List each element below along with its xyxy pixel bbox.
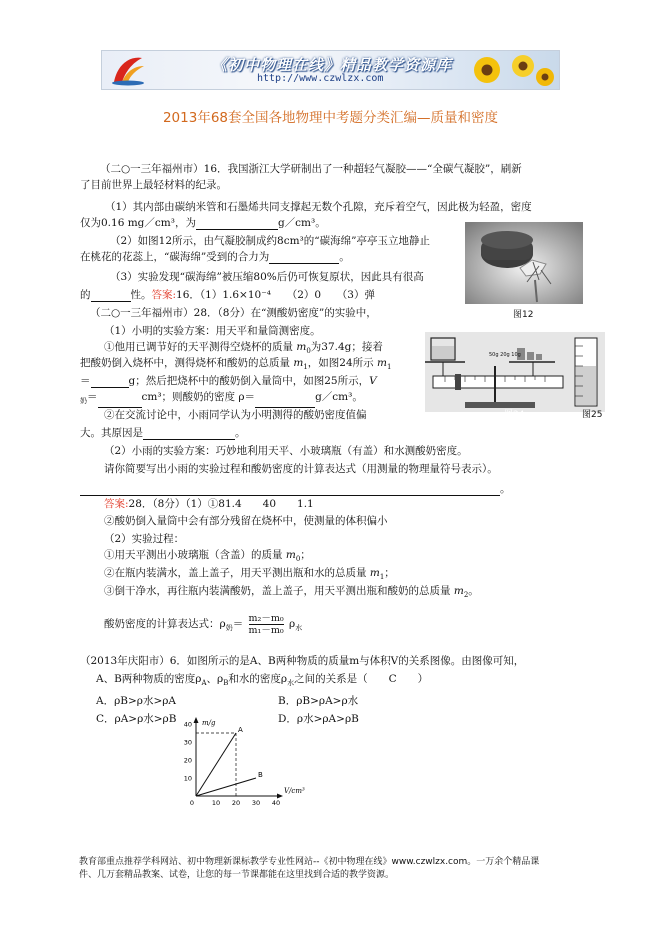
figure-24-caption: 图24 [504, 410, 525, 420]
q2-answer-line5: ②在瓶内装满水，盖上盖子，用天平测出瓶和水的总质量 $m_1$； [104, 567, 395, 582]
answer-blank [98, 396, 142, 408]
q1-line4: 仅为0.16 mg／cm³，为 g／cm³。 [80, 217, 326, 229]
site-logo-icon [108, 54, 148, 86]
q1-line8: 的 性。答案:16．（1）1.6×10⁻⁴ （2）0 （3）弹 [80, 289, 375, 301]
q2-line7: ②在交流讨论中，小雨同学认为小明测得的酸奶密度值偏 [104, 409, 367, 421]
series-line-a [196, 733, 236, 796]
q3-option-a: A．ρB>ρ水>ρA [96, 695, 176, 707]
weights-labels: 50g 20g 10g [489, 352, 521, 358]
x-tick-label: 20 [231, 799, 241, 807]
figure-12-photo [465, 222, 583, 304]
sunflower-icon [465, 53, 555, 87]
q2-line10: 请你简要写出小雨的实验过程和酸奶密度的计算表达式（用测量的物理量符号表示）。 [104, 463, 498, 475]
footer-line2: 件、几万套精品教案、试卷，让您的每一节课都能在这里找到合适的教学资源。 [79, 870, 395, 880]
figure-12-caption: 图12 [513, 310, 534, 320]
q2-answer-blank-line: 。 [80, 482, 511, 496]
page-footer [79, 856, 599, 882]
answer-blank [80, 484, 500, 496]
graph-y-label: m/g [202, 719, 216, 727]
banner-title: 《初中物理在线》精品教学资源库 [212, 56, 453, 74]
site-banner [101, 50, 560, 90]
q3-option-b: B．ρB>ρA>ρ水 [278, 695, 359, 707]
q2-line5: ＝ g；然后把烧杯中的酸奶倒入量筒中，如图25所示，V [80, 375, 377, 387]
q2-answer-line4: ①用天平测出小玻璃瓶（含盖）的质量 $m_0$； [104, 549, 311, 564]
q2-line1: （二○一三年福州市）28．（8分）在“测酸奶密度”的实验中， [90, 307, 377, 319]
q2-line3: ①他用已调节好的天平测得空烧杯的质量 $m_0$为37.4g；接着 [104, 341, 383, 356]
q3-option-c: C．ρA>ρ水>ρB [96, 713, 177, 725]
q2-line4: 把酸奶倒入烧杯中，测得烧杯和酸奶的总质量 $m_1$，如图24所示 $m_1$ [80, 357, 392, 372]
y-axis-arrow [194, 717, 199, 723]
document-title: 2013年68套全国各地物理中考题分类汇编—质量和密度 [162, 110, 499, 126]
answer-blank [143, 428, 235, 440]
q1-line3: （1）其内部由碳纳米管和石墨烯共同支撑起无数个孔隙，充斥着空气，因此极为轻盈，密度 [105, 201, 532, 213]
x-tick-label: 30 [251, 799, 261, 807]
q2-answer-formula: 酸奶密度的计算表达式：$\rho_奶=$ $\frac{\text{m₂－m₀}}{\text{m₁－m₀}}$ $\rho_水$ [104, 612, 303, 636]
q2-answer-line3: （2）实验过程： [104, 533, 185, 545]
answer-blank [255, 396, 315, 408]
q2-line9: （2）小雨的实验方案：巧妙地利用天平、小玻璃瓶（有盖）和水测酸奶密度。 [104, 445, 468, 457]
mass-volume-graph [176, 716, 316, 808]
graph-x-label: V/cm³ [284, 787, 305, 795]
y-tick-label: 30 [183, 738, 192, 747]
balance-scale-icon [425, 332, 605, 412]
q1-line6: 在桃花的花蕊上，“碳海绵”受到的合力为 。 [80, 251, 350, 263]
y-tick-label: 20 [183, 756, 192, 765]
q2-answer-line1: 答案:28．（8分）（1）①81.4 40 1.1 [104, 498, 314, 510]
q3-line1: （2013年庆阳市）6．如图所示的是A、B两种物质的质量m与体积V的关系图像。由图像可知， [80, 655, 525, 667]
banner-url[interactable]: http://www.czwlzx.com [257, 73, 384, 84]
q1-line2: 了目前世界上最轻材料的纪录。 [80, 179, 227, 191]
q2-answer-line2: ②酸奶倒入量筒中会有部分残留在烧杯中，使测量的体积偏小 [104, 515, 388, 527]
q2-line2: （1）小明的实验方案：用天平和量筒测密度。 [104, 325, 321, 337]
x-axis-arrow [277, 794, 283, 799]
x-tick-label: 10 [211, 799, 221, 807]
y-tick-label: 10 [183, 774, 192, 783]
q1-line1: （二○一三年福州市）16．我国浙江大学研制出了一种超轻气凝胶——“全碳气凝胶”，刷新 [100, 163, 522, 175]
figure-24-balance [425, 332, 605, 412]
answer-blank [196, 218, 278, 230]
q1-line7: （3）实验发现“碳海绵”被压缩80%后仍可恢复原状，因此具有很高 [110, 271, 424, 283]
x-tick-label: 40 [271, 799, 281, 807]
x-tick-label: 0 [189, 799, 195, 807]
q2-line8: 大。其原因是 。 [80, 427, 246, 439]
series-line-b [196, 778, 256, 796]
density-fraction: $\frac{\text{m₂－m₀}}{\text{m₁－m₀}}$ [248, 612, 284, 636]
carbon-sponge-on-flower-icon [465, 222, 583, 304]
series-label-b: B [258, 771, 263, 779]
answer-blank [269, 252, 339, 264]
figure-25-caption: 图25 [582, 410, 603, 420]
answer-blank [91, 290, 131, 302]
series-label-a: A [238, 726, 243, 734]
y-tick-label: 40 [183, 720, 192, 729]
q3-option-d: D．ρ水>ρA>ρB [278, 713, 359, 725]
q3-line2: A、B两种物质的密度$\rho_A$、$\rho_B$和水的密度$\rho_水$之间的关系是（ C ） [96, 673, 429, 688]
q2-answer-line6: ③倒干净水，再往瓶内装满酸奶，盖上盖子，用天平测出瓶和酸奶的总质量 $m_2$。 [104, 585, 479, 600]
answer-blank [91, 376, 129, 388]
footer-line1: 教育部重点推荐学科网站、初中物理新课标教学专业性网站--《初中物理在线》www.czwlzx.com。一万余个精品课 [79, 857, 540, 867]
q2-line6: $_奶$＝ cm³；则酸奶的密度 ρ＝ g／cm³。 [80, 390, 363, 408]
q1-line5: （2）如图12所示，由气凝胶制成约8cm³的“碳海绵”亭亭玉立地静止 [110, 235, 431, 247]
